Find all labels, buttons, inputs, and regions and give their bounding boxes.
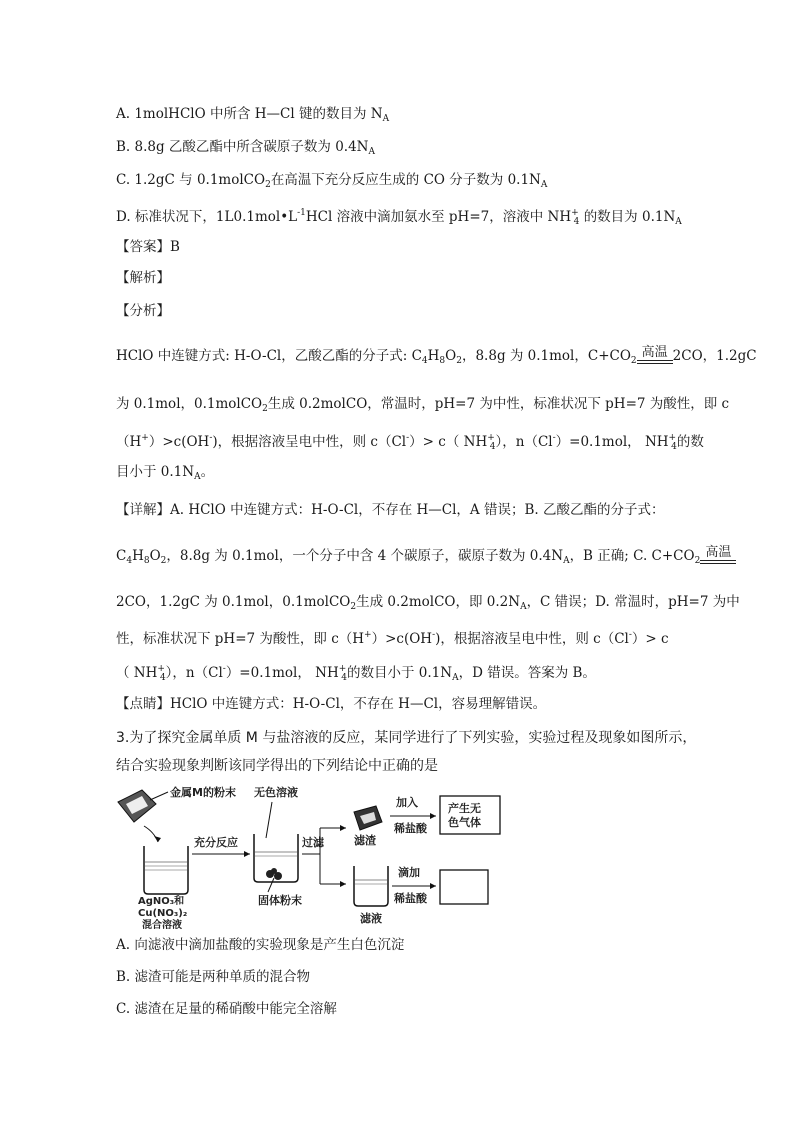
fenxi-line-3: （H+）>c(OH-)，根据溶液呈电中性，则 c（Cl-）> c（ $NH^+_4$），n（Cl-）=0.1mol， $NH^+_4$的数 (116, 433, 704, 452)
option-b-prev: B. 8.8g 乙酸乙酯中所含碳原子数为 $0.4N_A$ (116, 139, 375, 157)
fenxi-line-4: 目小于 $0.1N_A$。 (116, 464, 215, 482)
svg-text:过滤: 过滤 (302, 836, 324, 849)
answer-value: B (170, 239, 180, 255)
option-c-q3: C. 滤渣在足量的稀硝酸中能完全溶解 (116, 1001, 337, 1017)
svg-text:滴加: 滴加 (398, 866, 420, 879)
reaction-condition: 高温 (637, 360, 673, 371)
svg-text:AgNO₃和: AgNO₃和 (138, 896, 185, 907)
svg-text:色气体: 色气体 (448, 816, 481, 829)
option-d-prev: D. 标准状况下，$1L0.1mol•L^{-1}HCl$ 溶液中滴加氨水至 pH=7，溶液中 $NH^+_4$ 的数目为 $0.1N_A$ (116, 208, 682, 227)
beaker-1-icon (144, 846, 188, 894)
xiangjie-line-4: 性，标准状况下 pH=7 为酸性，即 c（H+）>c(OH-)，根据溶液呈电中性，则 c（Cl-）> c (116, 630, 669, 647)
fenxi-line-1: HClO 中连键方式: H-O-Cl，乙酸乙酯的分子式: $C_4H_8O_2$，8.8g 为 0.1mol，$C+CO_2$ 高温 2CO，1.2gC (116, 346, 757, 371)
svg-text:固体粉末: 固体粉末 (258, 894, 302, 907)
beaker-3-icon (354, 866, 388, 906)
answer-line (116, 237, 180, 257)
analysis-heading: 【解析】 (116, 270, 170, 286)
question-3-line-2: 结合实验现象判断该同学得出的下列结论中正确的是 (116, 758, 438, 774)
option-a-q3: A. 向滤液中滴加盐酸的实验现象是产生白色沉淀 (116, 937, 405, 953)
option-a-prev: A. 1molHClO 中所含 H—Cl 键的数目为 $N_A$ (116, 106, 390, 124)
svg-text:稀盐酸: 稀盐酸 (394, 892, 427, 905)
dianjing-line: 【点睛】HClO 中连键方式：H-O-Cl，不存在 H—Cl，容易理解错误。 (116, 696, 547, 712)
svg-text:混合溶液: 混合溶液 (142, 920, 182, 931)
result-box-empty (440, 870, 488, 904)
label-metal-powder: 金属M的粉末 (170, 786, 236, 799)
xiangjie-line-2: $C_4H_8O_2$，8.8g 为 0.1mol，一个分子中含 4 个碳原子，碳原子数为 $0.4N_A$，B 正确; C. $C+CO_2$ 高温 (116, 546, 736, 571)
svg-text:滤渣: 滤渣 (354, 834, 376, 847)
svg-text:无色溶液: 无色溶液 (254, 786, 298, 799)
svg-text:稀盐酸: 稀盐酸 (394, 822, 427, 835)
svg-text:充分反应: 充分反应 (194, 836, 238, 849)
svg-text:滤液: 滤液 (360, 912, 382, 925)
fenxi-line-2: 为 0.1mol，0.1molCO$_2$生成 0.2molCO，常温时，pH=7 为中性，标准状况下 pH=7 为酸性，即 c (116, 396, 730, 414)
svg-text:产生无: 产生无 (448, 802, 481, 815)
fenxi-heading: 【分析】 (116, 303, 170, 319)
svg-text:加入: 加入 (396, 796, 418, 809)
option-c-prev: C. 1.2gC 与 0.1molCO$_2$在高温下充分反应生成的 CO 分子数为 $0.1N_A$ (116, 172, 548, 190)
xiangjie-line-5: （ $NH^+_4$），n（Cl-）=0.1mol， $NH^+_4$的数目小于 $0.1N_A$，D 错误。答案为 B。 (116, 664, 596, 683)
option-b-q3: B. 滤渣可能是两种单质的混合物 (116, 969, 311, 985)
reaction-condition-2: 高温 (700, 560, 736, 571)
svg-text:Cu(NO₃)₂: Cu(NO₃)₂ (138, 908, 188, 919)
answer-label: 【答案】 (116, 239, 170, 255)
beaker-2-icon (254, 834, 298, 882)
residue-paper-icon (354, 806, 382, 830)
pour-arrow (144, 826, 158, 842)
xiangjie-line-3: 2CO，1.2gC 为 0.1mol，0.1molCO$_2$生成 0.2molCO，即 $0.2N_A$，C 错误；D. 常温时，pH=7 为中 (116, 594, 740, 612)
question-3-line-1: 3.为了探究金属单质 M 与盐溶液的反应，某同学进行了下列实验，实验过程及现象如图所示， (116, 730, 697, 746)
powder-packet-icon (118, 790, 168, 822)
experiment-figure (114, 782, 504, 932)
xiangjie-line-1: 【详解】A. HClO 中连键方式：H-O-Cl，不存在 H—Cl，A 错误；B. 乙酸乙酯的分子式： (116, 502, 665, 518)
